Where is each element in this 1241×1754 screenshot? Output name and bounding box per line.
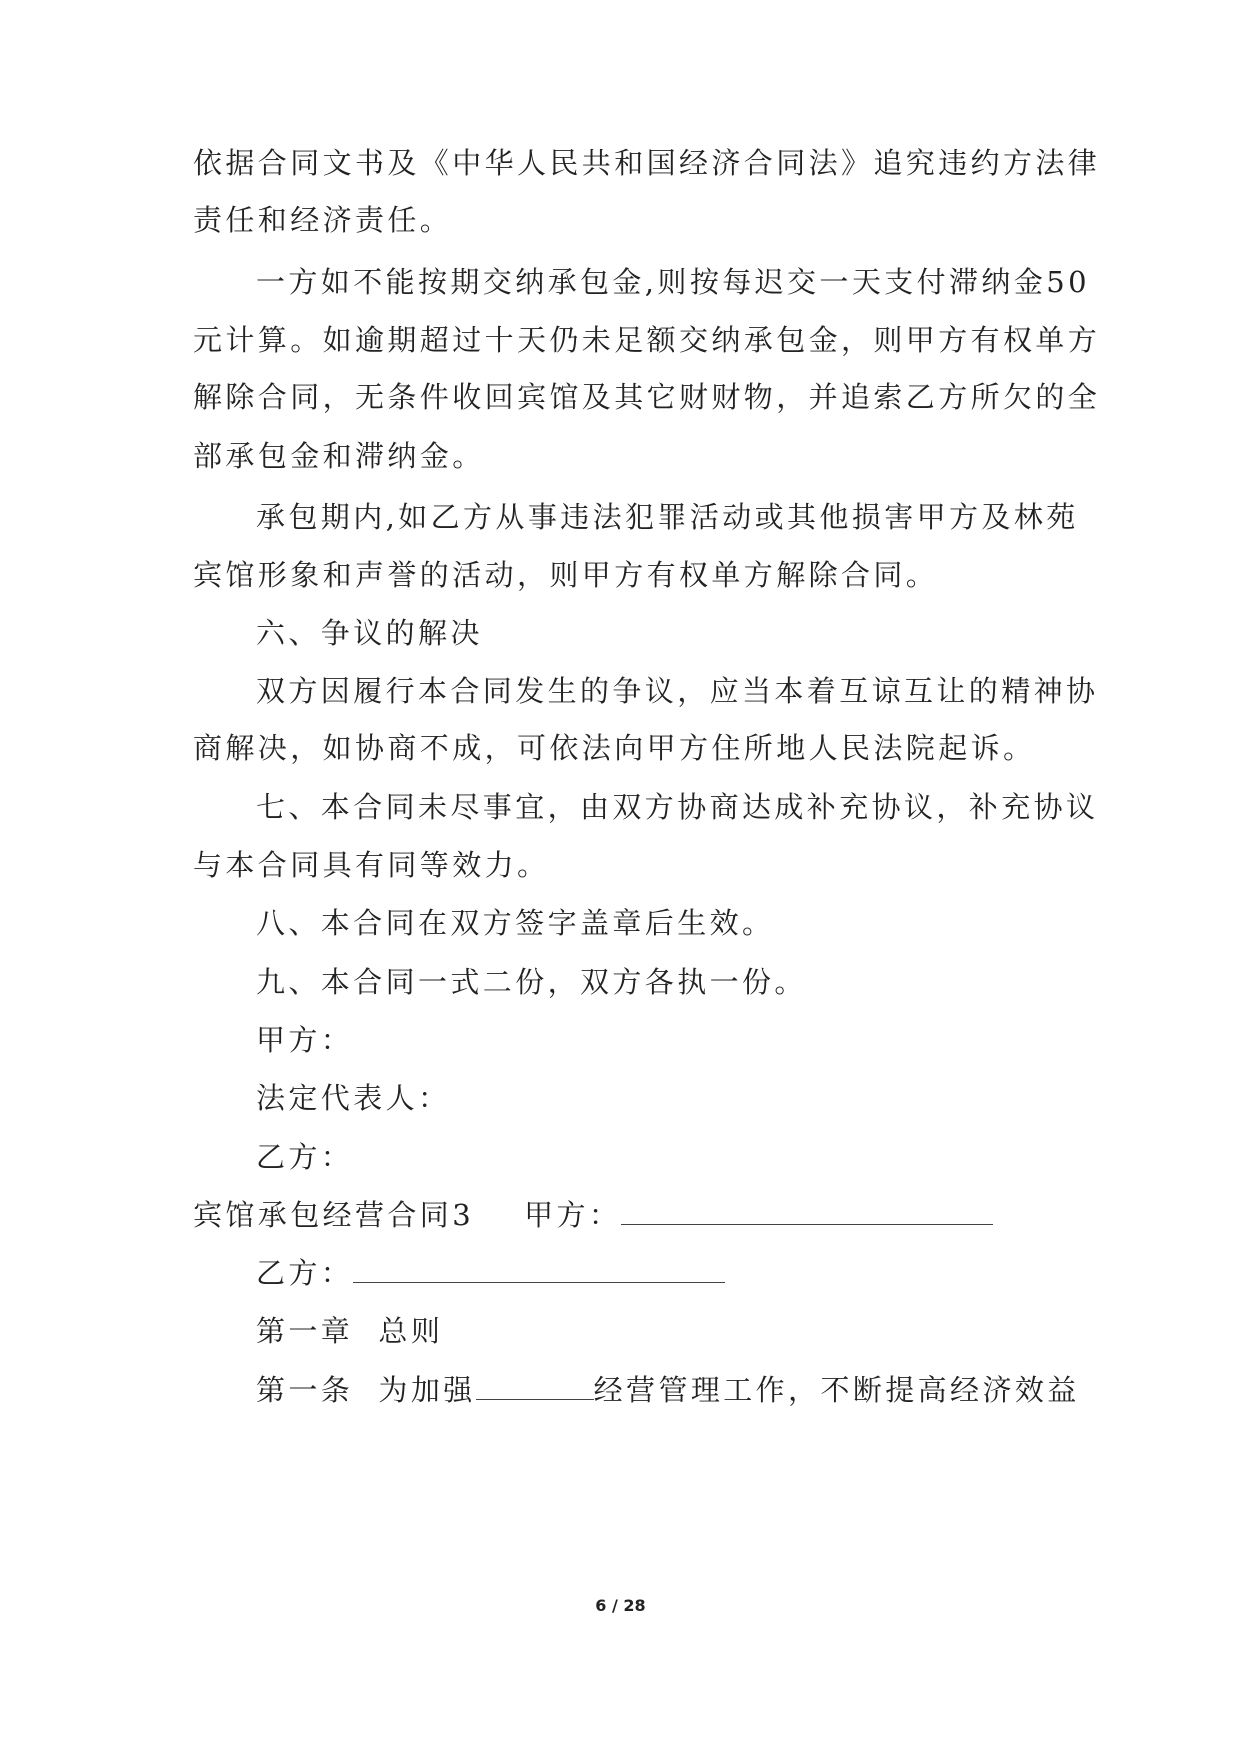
signature-label-party-a: 甲方： (256, 1023, 354, 1057)
article1-suffix: 经营管理工作，不断提高经济效益 (593, 1373, 1080, 1407)
paragraph-line: 宾馆形象和声誉的活动，则甲方有权单方解除合同。 (193, 558, 939, 592)
article1-prefix: 第一条 为加强 (256, 1373, 476, 1407)
paragraph-line: 元计算。如逾期超过十天仍未足额交纳承包金，则甲方有权单方 (193, 323, 1101, 357)
paragraph-line: 商解决，如协商不成，可依法向甲方住所地人民法院起诉。 (193, 731, 1036, 765)
paragraph-line: 双方因履行本合同发生的争议，应当本着互谅互让的精神协 (256, 674, 1099, 708)
signature-label-legal-representative: 法定代表人： (256, 1081, 451, 1115)
paragraph-line: 部承包金和滞纳金。 (193, 439, 485, 473)
party-a-blank (621, 1196, 993, 1225)
paragraph-line: 与本合同具有同等效力。 (193, 848, 550, 882)
party-b-line (256, 1253, 1053, 1293)
party-b-label: 乙方： (256, 1256, 354, 1290)
page-number: 6 / 28 (595, 1596, 646, 1615)
article1-blank (476, 1371, 594, 1400)
paragraph-line: 依据合同文书及《中华人民共和国经济合同法》追究违约方法律 (193, 146, 1101, 180)
paragraph-line: 解除合同，无条件收回宾馆及其它财财物，并追索乙方所欠的全 (193, 380, 1101, 414)
signature-label-party-b: 乙方： (256, 1140, 354, 1174)
contract3-title: 宾馆承包经营合同3 (193, 1198, 475, 1232)
party-b-blank (353, 1254, 725, 1283)
chapter-heading: 第一章 总则 (256, 1314, 444, 1348)
paragraph-line: 一方如不能按期交纳承包金,则按每迟交一天支付滞纳金50 (256, 265, 1090, 299)
section-heading: 六、争议的解决 (256, 616, 483, 650)
paragraph-line: 七、本合同未尽事宜，由双方协商达成补充协议，补充协议 (256, 790, 1099, 824)
paragraph-line: 承包期内,如乙方从事违法犯罪活动或其他损害甲方及林苑 (256, 500, 1079, 534)
paragraph-line: 九、本合同一式二份，双方各执一份。 (256, 965, 807, 999)
contract3-header-line (193, 1195, 1053, 1235)
paragraph-line: 责任和经济责任。 (193, 203, 453, 237)
article1-line (256, 1370, 1080, 1410)
paragraph-line: 八、本合同在双方签字盖章后生效。 (256, 906, 775, 940)
party-a-label: 甲方： (524, 1198, 622, 1232)
